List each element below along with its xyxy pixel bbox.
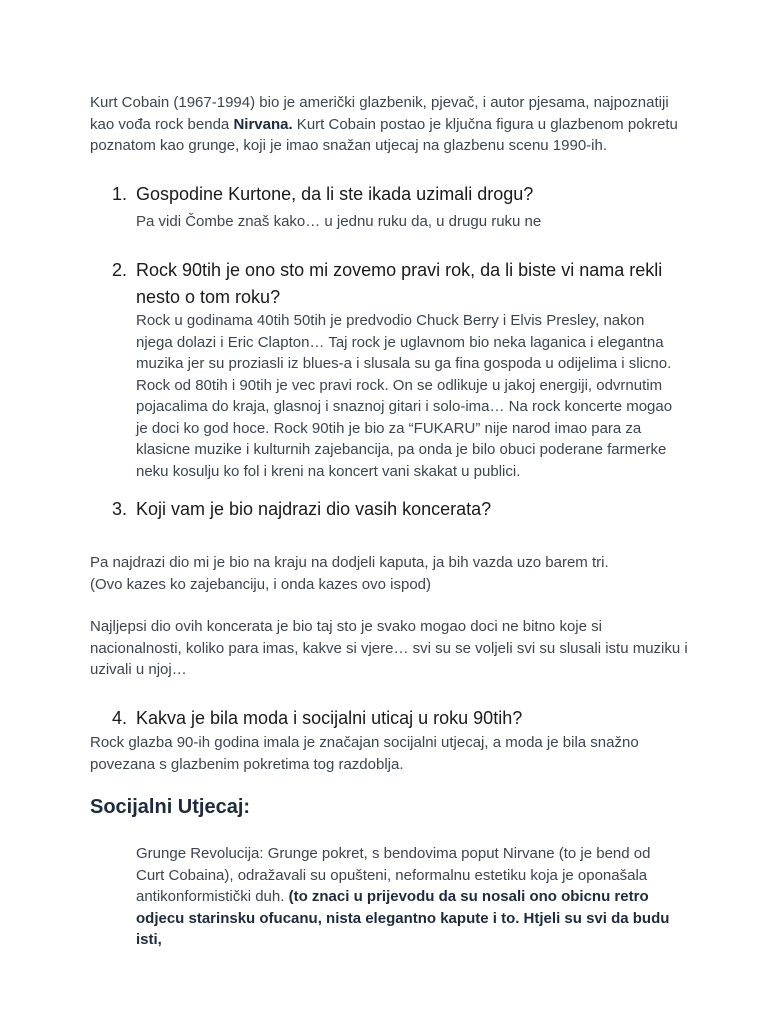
question-text: Kakva je bila moda i socijalni uticaj u roku 90tih?	[136, 708, 523, 728]
intro-text-part1: Kurt Cobain (1967-1994) bio je američki glazbenik, pjevač, i autor pjesama, najpoznatiji kao vođa rock benda	[90, 94, 669, 133]
intro-text-part2: Kurt Cobain postao je ključna figura u glazbenom pokretu poznatom kao grunge, koji je imao snažan utjecaj na glazbenu scenu 1990-ih.	[90, 115, 678, 154]
intro-paragraph	[90, 92, 690, 157]
question-text: Rock 90tih je ono sto mi zovemo pravi rok, da li biste vi nama rekli nesto o tom roku?	[136, 260, 663, 307]
intro-band-name: Nirvana.	[233, 115, 293, 133]
answer-3-line1: Pa najdrazi dio mi je bio na kraju na dodjeli kaputa, ja bih vazda uzo barem tri.	[90, 554, 609, 571]
section-paragraph	[136, 843, 681, 951]
section-paragraph-normal: Grunge Revolucija: Grunge pokret, s bendovima poput Nirvane (to je bend od Curt Cobaina), odražavali su opušteni, neformalnu estetiku koja je oponašala antikonformistički duh.	[136, 845, 651, 905]
question-3	[112, 496, 672, 523]
question-number: 1.	[112, 184, 128, 204]
question-number: 4.	[112, 708, 128, 728]
question-text: Koji vam je bio najdrazi dio vasih koncerata?	[136, 499, 492, 519]
section-paragraph-bold: (to znaci u prijevodu da su nosali ono obicnu retro odjecu starinsku ofucanu, nista elegantno kapute i to. Htjeli su svi da budu isti,	[136, 888, 670, 948]
answer-2: Rock u godinama 40tih 50tih je predvodio Chuck Berry i Elvis Presley, nakon njega dolazi i Eric Clapton… Taj rock je uglavnom bio neka laganica i elegantna muzika jer su proziasli iz blues-a i slusala su ga fina gospoda u odijelima i slicno. Rock od 80tih i 90tih je vec pravi rock. On se odlikuje u jakoj energiji, odvrnutim pojacalima do kraja, glasnoj i snaznoj gitari i solo-ima… Na rock koncerte mogao je doci ko god hoce. Rock 90tih je bio za “FUKARU” nije narod imao para za klasicne muzike i kulturnih zajebancija, pa onda je bilo obuci poderane farmerke neku kosulju ko fol i kreni na koncert vani skakat u publici.	[136, 312, 673, 480]
answer-3-paragraph2: Najljepsi dio ovih koncerata je bio taj sto je svako mogao doci ne bitno koje si nacionalnosti, koliko para imas, kakve si vjere… svi su se voljeli svi su slusali istu muziku i uzivali u njoj…	[90, 618, 688, 678]
answer-4: Rock glazba 90-ih godina imala je značajan socijalni utjecaj, a moda je bila snažno povezana s glazbenim pokretima tog razdoblja.	[90, 734, 639, 773]
answer-3-line2: (Ovo kazes ko zajebanciju, i onda kazes ovo ispod)	[90, 576, 432, 593]
question-text: Gospodine Kurtone, da li ste ikada uzimali drogu?	[136, 184, 534, 204]
question-1	[112, 181, 672, 208]
question-number: 2.	[112, 260, 128, 280]
question-4	[112, 705, 672, 732]
answer-1: Pa vidi Čombe znaš kako… u jednu ruku da, u drugu ruku ne	[136, 213, 542, 230]
question-2	[112, 257, 672, 311]
section-heading: Socijalni Utjecaj:	[90, 796, 251, 818]
question-number: 3.	[112, 499, 128, 519]
